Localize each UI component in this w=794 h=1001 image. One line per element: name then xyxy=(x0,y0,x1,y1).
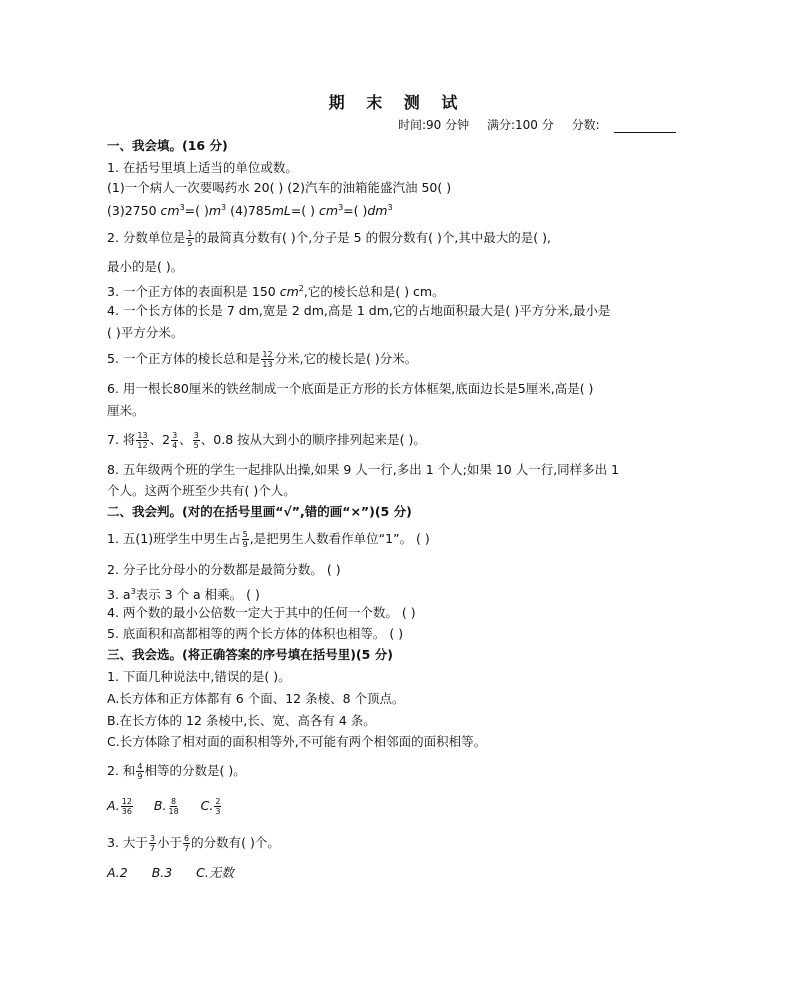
q3-text: 3. 大于 xyxy=(107,835,148,850)
q1b-text: =( ) xyxy=(343,203,368,219)
s1-q8a: 8. 五年级两个班的学生一起排队出操,如果 9 人一行,多出 1 个人;如果 10 人一行,同样多出 1 xyxy=(107,462,620,477)
s3-q3-options xyxy=(107,865,234,881)
fraction xyxy=(171,431,178,450)
denominator: 36 xyxy=(121,807,132,816)
score-label: 分数: xyxy=(571,118,600,132)
q1b-text: =( ) xyxy=(290,203,320,219)
unit-cm: cm xyxy=(279,284,299,300)
s1-q4b: ( )平方分米。 xyxy=(107,325,184,340)
q1b-text: =( ) xyxy=(184,203,209,219)
denominator: 3 xyxy=(215,807,221,816)
s1-q4a: 4. 一个长方体的长是 7 dm,宽是 2 dm,高是 1 dm,它的占地面积最大是( )平方分米,最小是 xyxy=(107,303,611,318)
s3-q3 xyxy=(107,834,280,853)
s1-q1a: (1)一个病人一次要喝药水 20( ) (2)汽车的油箱能盛汽油 50( ) xyxy=(107,180,452,195)
s1-q6b: 厘米。 xyxy=(107,403,145,418)
s2-q1 xyxy=(107,530,430,549)
denominator: 18 xyxy=(168,807,179,816)
q2-text: 2. 分数单位是 xyxy=(107,230,186,245)
exam-meta xyxy=(398,116,690,133)
full-score: 满分:100 分 xyxy=(486,118,554,132)
s2-q5: 5. 底面积和高都相等的两个长方体的体积也相等。 ( ) xyxy=(107,626,404,641)
s1-q6a: 6. 用一根长80厘米的铁丝制成一个底面是正方形的长方体框架,底面边长是5厘米,高是( ) xyxy=(107,381,594,396)
numerator: 13 xyxy=(137,431,148,440)
denominator: 9 xyxy=(137,772,143,781)
numerator: 3 xyxy=(193,431,199,440)
s2-q4: 4. 两个数的最小公倍数一定大于其中的任何一个数。 ( ) xyxy=(107,605,416,620)
option-c: C.无数 xyxy=(196,865,234,880)
s3-q1-option-c: C.长方体除了相对面的面积相等外,不可能有两个相邻面的面积相等。 xyxy=(107,734,487,749)
fraction xyxy=(121,797,133,816)
section-3-heading: 三、我会选。(将正确答案的序号填在括号里)(5 分) xyxy=(107,647,393,662)
fraction xyxy=(136,762,143,781)
denominator: 13 xyxy=(262,360,273,369)
s3-q1-option-a: A.长方体和正方体都有 6 个面、12 条棱、8 个顶点。 xyxy=(107,691,405,706)
denominator: 7 xyxy=(149,844,155,853)
numerator: 6 xyxy=(184,834,190,843)
unit-m: m xyxy=(208,203,222,219)
s1-q8b: 个人。这两个班至少共有( )个人。 xyxy=(107,483,296,498)
fraction xyxy=(186,229,193,248)
fraction xyxy=(136,431,148,450)
section-1-heading: 一、我会填。(16 分) xyxy=(107,138,228,153)
q2-text: 2. 和 xyxy=(107,763,136,778)
denominator: 5 xyxy=(193,441,199,450)
fraction xyxy=(261,350,273,369)
q1-text: 1. 五(1)班学生中男生占 xyxy=(107,531,241,546)
s1-q1: 1. 在括号里填上适当的单位或数。 xyxy=(107,160,298,175)
denominator: 9 xyxy=(242,540,248,549)
time-limit: 时间:90 分钟 xyxy=(398,118,470,132)
exponent: 3 xyxy=(130,587,136,596)
q3-text: 3. a xyxy=(107,587,131,603)
s3-q1: 1. 下面几种说法中,错误的是( )。 xyxy=(107,669,291,684)
q5-text: 分米,它的棱长是( )分米。 xyxy=(274,351,418,366)
fraction xyxy=(242,530,249,549)
score-blank[interactable] xyxy=(614,120,676,133)
fraction xyxy=(193,431,200,450)
q3-text: 小于 xyxy=(157,835,183,850)
s1-q5 xyxy=(107,350,417,369)
denominator: 4 xyxy=(172,441,178,450)
numerator: 2 xyxy=(215,797,221,806)
s3-q1-option-b: B.在长方体的 12 条棱中,长、宽、高各有 4 条。 xyxy=(107,713,376,728)
option-b-label: B. xyxy=(153,798,167,813)
numerator: 3 xyxy=(172,431,178,440)
q7-text: 、0.8 按从大到小的顺序排列起来是( )。 xyxy=(200,432,426,447)
fraction xyxy=(167,797,179,816)
numerator: 12 xyxy=(121,797,132,806)
q1b-text: (3)2750 xyxy=(107,203,161,219)
fraction xyxy=(214,797,221,816)
q3-text: 的分数有( )个。 xyxy=(191,835,280,850)
numerator: 8 xyxy=(171,797,177,806)
q1b-text: (4)785 xyxy=(226,203,272,219)
unit-ml: mL xyxy=(271,203,291,219)
numerator: 3 xyxy=(149,834,155,843)
s3-q2-options xyxy=(107,797,222,816)
section-2-heading: 二、我会判。(对的在括号里画“√”,错的画“×”)(5 分) xyxy=(107,504,412,519)
separator: 、 xyxy=(149,432,163,447)
numerator: 12 xyxy=(262,350,273,359)
s2-q2: 2. 分子比分母小的分数都是最简分数。 ( ) xyxy=(107,562,341,577)
denominator: 7 xyxy=(184,844,190,853)
s1-q1b: (3)2750 $cm^3=$( )$m^3$ (4)785mL=( ) $cm^3=$( )$dm^3$ xyxy=(107,203,393,219)
option-a-label: A. xyxy=(107,798,120,813)
page-title: 期 末 测 试 xyxy=(328,93,466,112)
q3-text: 3. 一个正方体的表面积是 150 xyxy=(107,284,280,300)
q3-text: 表示 3 个 a 相乘。 ( ) xyxy=(135,587,260,603)
q7-text: 7. 将 xyxy=(107,432,136,447)
separator: 、 xyxy=(179,432,192,447)
denominator: 12 xyxy=(137,441,148,450)
fraction xyxy=(183,834,190,853)
q1-text: ,是把男生人数看作单位“1”。 ( ) xyxy=(249,531,430,546)
fraction xyxy=(149,834,156,853)
denominator: 5 xyxy=(187,239,193,248)
unit-cm: cm xyxy=(160,203,180,219)
q3-text: ,它的棱长总和是( ) cm。 xyxy=(303,284,445,300)
s1-q7 xyxy=(107,431,426,450)
option-a: A.2 xyxy=(107,865,128,880)
s1-q2-cont: 最小的是( )。 xyxy=(107,259,184,274)
unit-cm: cm xyxy=(319,203,339,219)
q2-text: 的最简真分数有( )个,分子是 5 的假分数有( )个,其中最大的是( ), xyxy=(194,230,552,245)
numerator: 5 xyxy=(242,530,248,539)
unit-dm: dm xyxy=(367,203,388,219)
q2-text: 相等的分数是( )。 xyxy=(144,763,246,778)
s3-q2 xyxy=(107,762,246,781)
numerator: 4 xyxy=(137,762,143,771)
s2-q3 xyxy=(107,584,260,603)
option-b: B.3 xyxy=(151,865,173,880)
s1-q3: 3. 一个正方体的表面积是 150 $cm^2$,它的棱长总和是( ) cm。 xyxy=(107,284,445,300)
mixed-integer: 2 xyxy=(162,432,171,447)
q5-text: 5. 一个正方体的棱长总和是 xyxy=(107,351,261,366)
option-c-label: C. xyxy=(200,798,214,813)
s1-q2 xyxy=(107,229,551,248)
numerator: 1 xyxy=(187,229,193,238)
